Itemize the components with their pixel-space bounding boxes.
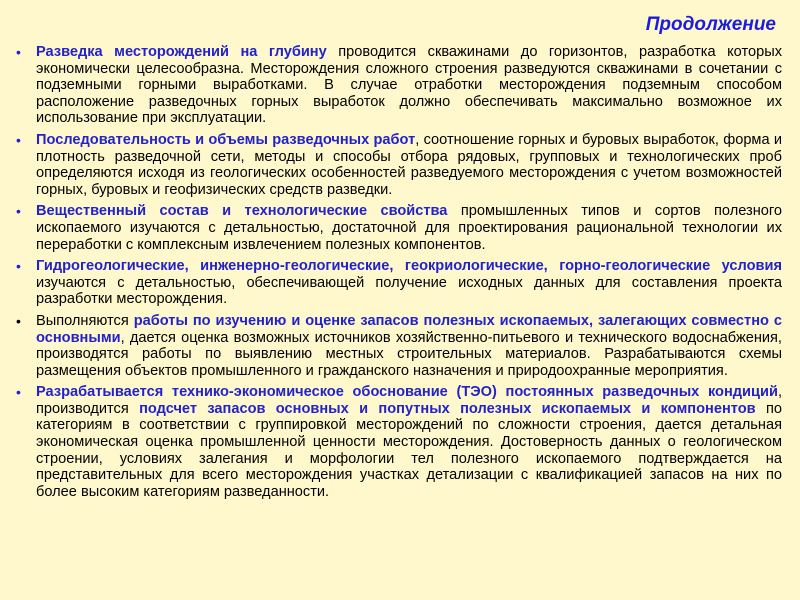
bullet-dot-icon: • bbox=[16, 44, 21, 60]
highlighted-phrase: Вещественный состав и технологические свойства bbox=[36, 203, 448, 220]
body-text: , дается оценка возможных источников хозяйственно-питьевого и технического водоснабжения, производятся работы по выявлению местных строительных материалов. Разрабатываются схемы размещения объектов промышленного и гражданского назначения и природоохранные мероприятия. bbox=[36, 329, 782, 379]
bullet-dot-icon: • bbox=[16, 203, 21, 220]
highlighted-phrase: Разведка месторождений на глубину bbox=[36, 44, 327, 60]
bullet-dot-icon: • bbox=[16, 258, 21, 275]
highlighted-phrase: Разрабатывается технико-экономическое обоснование (ТЭО) постоянных разведочных кондиций bbox=[36, 384, 778, 401]
bullet-item bbox=[14, 258, 782, 308]
body-text: , производится bbox=[36, 384, 782, 417]
bullet-item bbox=[14, 313, 782, 379]
highlighted-phrase: Гидрогеологические, инженерно-геологические, геокриологические, горно-геологические условия bbox=[36, 258, 782, 275]
body-text: изучаются с детальностью, обеспечивающей получение исходных данных для составления проекта разработки месторождения. bbox=[36, 274, 782, 308]
body-text: Выполняются bbox=[36, 312, 134, 329]
bullet-item bbox=[14, 44, 782, 127]
highlighted-phrase: подсчет запасов основных и попутных полезных ископаемых и компонентов bbox=[139, 400, 756, 417]
highlighted-phrase: работы по изучению и оценке запасов полезных ископаемых, залегающих совместно с основными bbox=[36, 312, 782, 346]
bullet-dot-icon: • bbox=[16, 384, 21, 401]
body-text: , соотношение горных и буровых выработок, форма и плотность разведочной сети, методы и способы отбора рядовых, групповых и технологических проб определяются исходя из геологических особенностей разведуемого месторождения с учетом возможностей горных, буровых и геофизических средств разведки. bbox=[36, 131, 782, 198]
highlighted-phrase: Последовательность и объемы разведочных работ bbox=[36, 131, 416, 148]
bullet-list bbox=[14, 44, 782, 500]
bullet-dot-icon: • bbox=[16, 131, 21, 148]
bullet-item bbox=[14, 132, 782, 198]
body-text: проводится скважинами до горизонтов, разработка которых экономически целесообразна. Месторождения сложного строения разведуются скважинами в сочетании с подземными горными выработками. В случае отработки месторождения подземным способом расположение разведочных горных выработок должно обеспечивать максимально возможное их использование при эксплуатации. bbox=[36, 44, 782, 127]
body-text: по категориям в соответствии с группировкой месторождений по сложности строения, дается детальная экономическая оценка промышленной ценности месторождения. Достоверность данных о геологическом строении, условиях залегания и морфологии тел полезного ископаемого подтверждается на представительных для всего месторождения участках детализации с квалификацией запасов на них по более высоким категориям разведанности. bbox=[36, 400, 783, 500]
bullet-item bbox=[14, 203, 782, 253]
slide-title: Продолжение bbox=[645, 14, 776, 35]
bullet-dot-icon: • bbox=[16, 312, 21, 329]
bullet-item bbox=[14, 384, 782, 500]
body-text: промышленных типов и сортов полезного ископаемого изучаются с детальностью, достаточной для проектирования рациональной технологии их переработки с комплексным извлечением полезных компонентов. bbox=[36, 203, 782, 253]
